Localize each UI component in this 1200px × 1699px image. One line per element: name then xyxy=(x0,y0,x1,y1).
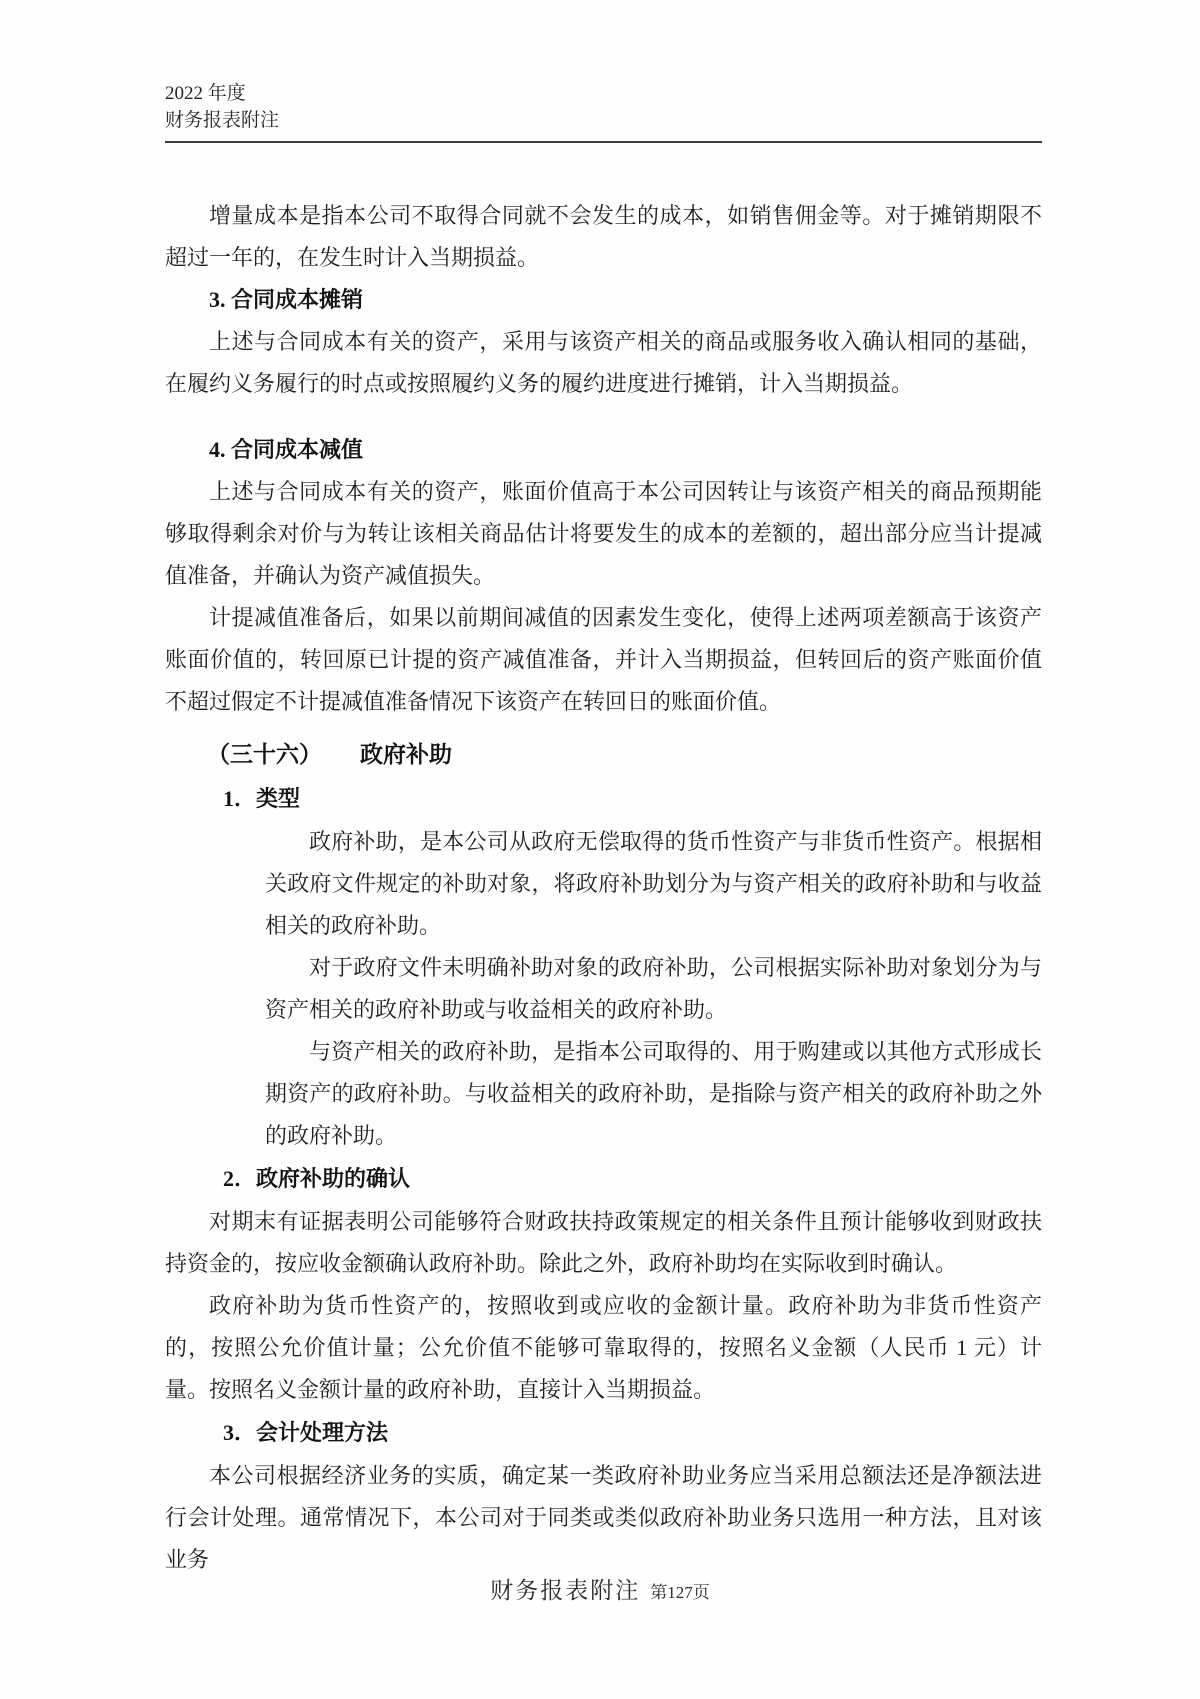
paragraph-amortization: 上述与合同成本有关的资产，采用与该资产相关的商品或服务收入确认相同的基础，在履约义务履行的时点或按照履约义务的履约进度进行摊销，计入当期损益。 xyxy=(165,329,1042,396)
paragraph-incremental-cost: 增量成本是指本公司不取得合同就不会发生的成本，如销售佣金等。对于摊销期限不超过一年的，在发生时计入当期损益。 xyxy=(165,203,1042,270)
page-header xyxy=(165,80,1042,143)
document-body xyxy=(165,195,1042,1581)
paragraph-impairment-1: 上述与合同成本有关的资产，账面价值高于本公司因转让与该资产相关的商品预期能够取得剩余对价与为转让该相关商品估计将要发生的成本的差额的，超出部分应当计提减值准备，并确认为资产减值损失。 xyxy=(165,479,1042,588)
heading-grant-accounting-method: 3．会计处理方法 xyxy=(223,1420,389,1445)
section-title: 政府补助 xyxy=(360,742,452,767)
heading-grant-type: 1．类型 xyxy=(223,786,301,811)
paragraph-grant-accounting-1: 本公司根据经济业务的实质，确定某一类政府补助业务应当采用总额法还是净额法进行会计处理。通常情况下，本公司对于同类或类似政府补助业务只选用一种方法，且对该业务 xyxy=(165,1463,1042,1572)
paragraph-grant-recognition-1: 对期末有证据表明公司能够符合财政扶持政策规定的相关条件且预计能够收到财政扶持资金的，按应收金额确认政府补助。除此之外，政府补助均在实际收到时确认。 xyxy=(165,1209,1042,1276)
header-rule xyxy=(165,141,1042,143)
paragraph-grant-recognition-2: 政府补助为货币性资产的，按照收到或应收的金额计量。政府补助为非货币性资产的，按照公允价值计量；公允价值不能够可靠取得的，按照名义金额（人民币 1 元）计量。按照名义金额计量的政府补助，直接计入当期损益。 xyxy=(165,1293,1042,1402)
heading-grant-recognition: 2．政府补助的确认 xyxy=(223,1166,411,1191)
heading-contract-cost-impairment: 4. 合同成本减值 xyxy=(209,437,364,462)
header-year: 2022 年度 xyxy=(165,83,246,104)
section-number: （三十六） xyxy=(207,742,322,767)
footer-page-number: 第127页 xyxy=(650,1583,710,1602)
paragraph-grant-type-3: 与资产相关的政府补助，是指本公司取得的、用于购建或以其他方式形成长期资产的政府补助。与收益相关的政府补助，是指除与资产相关的政府补助之外的政府补助。 xyxy=(265,1039,1042,1148)
page-footer xyxy=(0,1572,1200,1605)
heading-government-grants xyxy=(165,733,1042,777)
header-doc-title: 财务报表附注 xyxy=(165,110,280,131)
heading-contract-cost-amortization: 3. 合同成本摊销 xyxy=(209,287,364,312)
paragraph-impairment-2: 计提减值准备后，如果以前期间减值的因素发生变化，使得上述两项差额高于该资产账面价值的，转回原已计提的资产减值准备，并计入当期损益，但转回后的资产账面价值不超过假定不计提减值准备情况下该资产在转回日的账面价值。 xyxy=(165,605,1042,714)
paragraph-grant-type-2: 对于政府文件未明确补助对象的政府补助，公司根据实际补助对象划分为与资产相关的政府补助或与收益相关的政府补助。 xyxy=(265,955,1042,1022)
footer-title: 财务报表附注 xyxy=(490,1578,641,1603)
paragraph-grant-type-1: 政府补助，是本公司从政府无偿取得的货币性资产与非货币性资产。根据相关政府文件规定的补助对象，将政府补助划分为与资产相关的政府补助和与收益相关的政府补助。 xyxy=(265,829,1042,938)
